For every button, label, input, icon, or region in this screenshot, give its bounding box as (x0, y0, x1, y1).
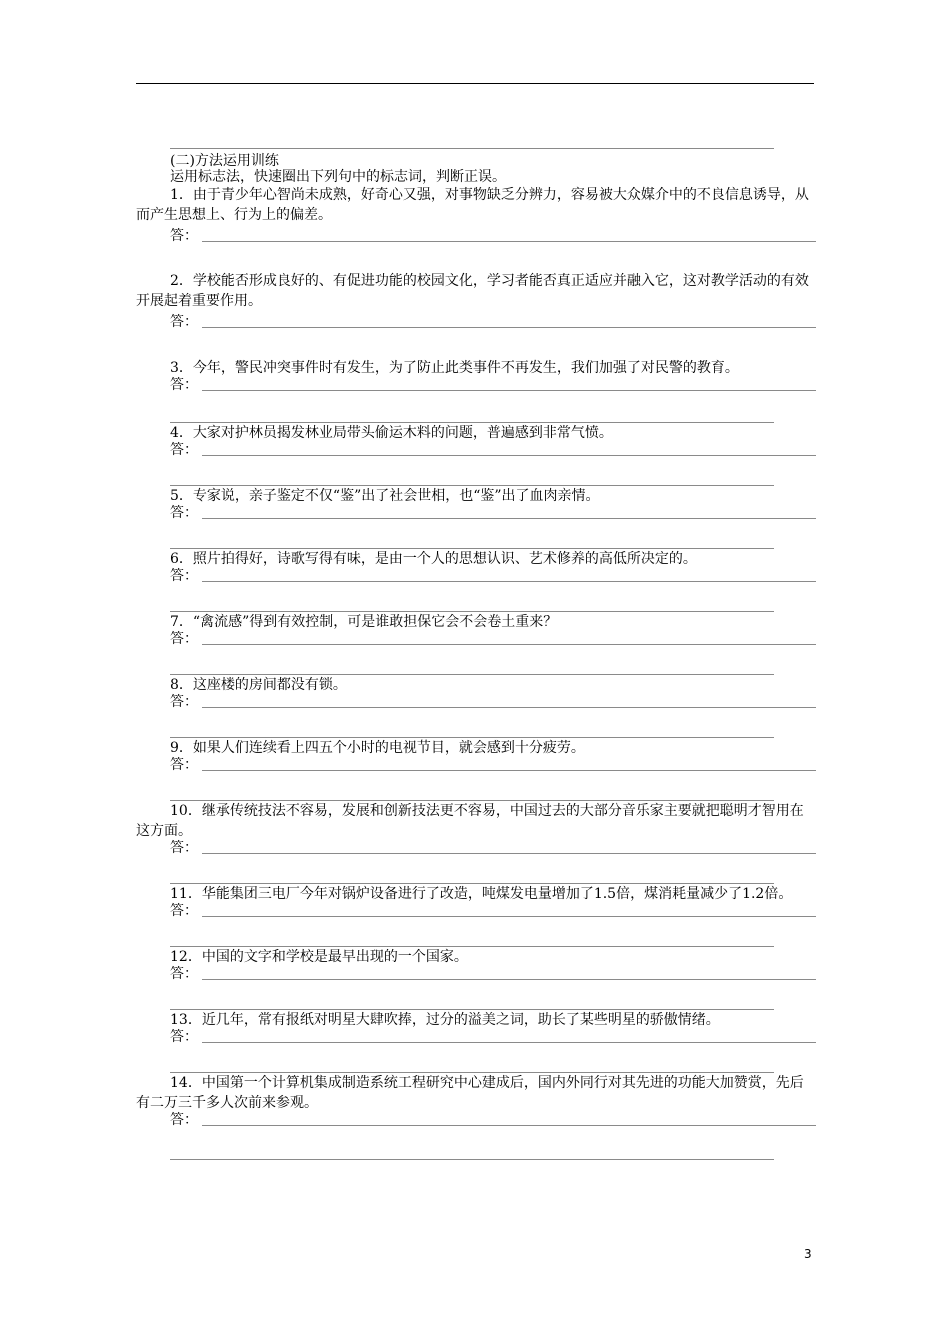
section-title: (二)方法运用训练 (170, 153, 279, 169)
blank-line[interactable] (170, 1159, 774, 1160)
question-13 (136, 1009, 816, 1046)
answer-label: 答： (170, 568, 198, 584)
answer-line[interactable] (202, 979, 816, 980)
answer-label: 答： (170, 1029, 198, 1045)
answer-label: 答： (170, 1112, 198, 1128)
question-text: 8．这座楼的房间都没有锁。 (170, 677, 347, 693)
question-5 (136, 485, 816, 522)
answer-line[interactable] (202, 853, 816, 854)
question-1 (136, 185, 816, 245)
question-text: 2．学校能否形成良好的、有促进功能的校园文化，学习者能否真正适应并融入它，这对教学活动的有效开展起着重要作用。 (136, 273, 809, 309)
question-11 (136, 883, 816, 920)
answer-line[interactable] (202, 916, 816, 917)
answer-label: 答： (170, 631, 198, 647)
question-text: 14．中国第一个计算机集成制造系统工程研究中心建成后，国内外同行对其先进的功能大加赞赏，先后有二万三千多人次前来参观。 (136, 1075, 804, 1111)
question-6 (136, 548, 816, 585)
answer-line[interactable] (202, 241, 816, 242)
answer-line[interactable] (202, 327, 816, 328)
question-text: 5．专家说，亲子鉴定不仅“鉴”出了社会世相，也“鉴”出了血肉亲情。 (170, 488, 600, 504)
question-2 (136, 271, 816, 331)
question-7 (136, 611, 816, 648)
question-9 (136, 737, 816, 774)
answer-label: 答： (170, 694, 198, 710)
answer-label: 答： (170, 228, 198, 244)
answer-label: 答： (170, 442, 198, 458)
answer-line[interactable] (202, 455, 816, 456)
answer-label: 答： (170, 505, 198, 521)
worksheet (136, 148, 816, 1160)
page-number: 3 (804, 1247, 812, 1261)
answer-line[interactable] (202, 707, 816, 708)
answer-label: 答： (170, 314, 198, 330)
question-text: 12．中国的文字和学校是最早出现的一个国家。 (170, 949, 468, 965)
answer-label: 答： (170, 966, 198, 982)
header-rule (136, 83, 814, 84)
question-text: 3．今年，警民冲突事件时有发生，为了防止此类事件不再发生，我们加强了对民警的教育。 (170, 360, 739, 376)
question-text: 6．照片拍得好，诗歌写得有味，是由一个人的思想认识、艺术修养的高低所决定的。 (170, 551, 697, 567)
answer-label: 答： (170, 757, 198, 773)
question-4 (136, 422, 816, 459)
blank-line (170, 148, 774, 149)
answer-row (136, 311, 816, 331)
answer-label: 答： (170, 840, 198, 856)
answer-label: 答： (170, 377, 198, 393)
question-14 (136, 1072, 816, 1129)
question-text: 9．如果人们连续看上四五个小时的电视节目，就会感到十分疲劳。 (170, 740, 585, 756)
answer-line[interactable] (202, 644, 816, 645)
question-12 (136, 946, 816, 983)
section-instruction: 运用标志法，快速圈出下列句中的标志词，判断正误。 (170, 169, 506, 185)
question-3 (136, 358, 816, 394)
question-text: 1．由于青少年心智尚未成熟，好奇心又强，对事物缺乏分辨力，容易被大众媒介中的不良信息诱导，从而产生思想上、行为上的偏差。 (136, 187, 809, 223)
answer-line[interactable] (202, 1042, 816, 1043)
answer-line[interactable] (202, 518, 816, 519)
answer-row (136, 837, 816, 857)
question-text: 11．华能集团三电厂今年对锅炉设备进行了改造，吨煤发电量增加了1.5倍，煤消耗量减少了1.2倍。 (170, 886, 793, 902)
question-text: 7．“禽流感”得到有效控制，可是谁敢担保它会不会卷土重来？ (170, 614, 558, 630)
answer-line[interactable] (202, 1125, 816, 1126)
question-10 (136, 800, 816, 857)
question-text: 13．近几年，常有报纸对明星大肆吹捧，过分的溢美之词，助长了某些明星的骄傲情绪。 (170, 1012, 720, 1028)
answer-line[interactable] (202, 390, 816, 391)
question-8 (136, 674, 816, 711)
question-text: 4．大家对护林员揭发林业局带头偷运木料的问题，普遍感到非常气愤。 (170, 425, 613, 441)
question-text: 10．继承传统技法不容易，发展和创新技法更不容易，中国过去的大部分音乐家主要就把聪明才智用在这方面。 (136, 803, 804, 839)
answer-row (136, 225, 816, 245)
answer-label: 答： (170, 903, 198, 919)
answer-line[interactable] (202, 581, 816, 582)
answer-line[interactable] (202, 770, 816, 771)
